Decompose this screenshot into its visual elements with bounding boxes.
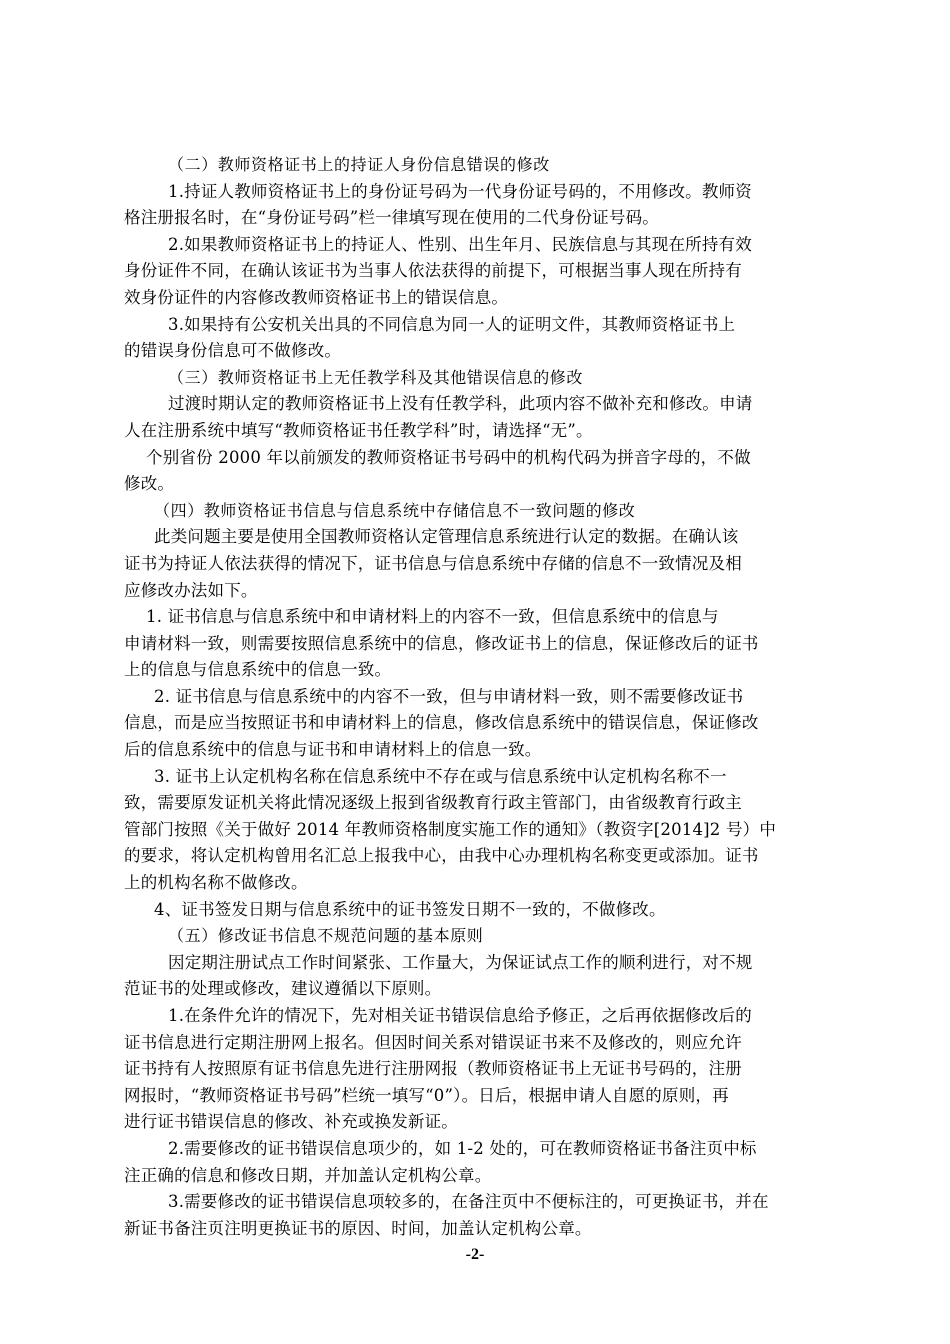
text-line: 3.需要修改的证书错误信息项较多的，在备注页中不便标注的，可更换证书，并在 — [168, 1192, 769, 1212]
text-line: 1.持证人教师资格证书上的身份证号码为一代身份证号码的，不用修改。教师资 — [168, 181, 752, 201]
document-body — [124, 152, 830, 1242]
text-line: 范证书的处理或修改，建议遵循以下原则。 — [124, 979, 442, 999]
text-line: 网报时，“教师资格证书号码”栏统一填写“0”）。日后，根据申请人自愿的原则，再 — [124, 1085, 729, 1105]
text-line: 格注册报名时，在“身份证号码”栏一律填写现在使用的二代身份证号码。 — [124, 208, 659, 228]
text-line: 2.如果教师资格证书上的持证人、性别、出生年月、民族信息与其现在所持有效 — [168, 234, 752, 254]
text-line: 管部门按照《关于做好 2014 年教师资格制度实施工作的通知》（教资字[2014]2 号）中 — [124, 819, 777, 839]
text-line: 的要求，将认定机构曾用名汇总上报我中心，由我中心办理机构名称变更或添加。证书 — [124, 846, 759, 866]
text-line: 4、证书签发日期与信息系统中的证书签发日期不一致的，不做修改。 — [154, 899, 666, 919]
text-line: 证书持有人按照原有证书信息先进行注册网报（教师资格证书上无证书号码的，注册 — [124, 1059, 742, 1079]
text-line: 2. 证书信息与信息系统中的内容不一致，但与申请材料一致，则不需要修改证书 — [154, 686, 744, 706]
text-line: 证书信息进行定期注册网上报名。但因时间关系对错误证书来不及修改的，则应允许 — [124, 1032, 742, 1052]
text-line: 信息，而是应当按照证书和申请材料上的信息，修改信息系统中的错误信息，保证修改 — [124, 713, 759, 733]
text-line: 3. 证书上认定机构名称在信息系统中不存在或与信息系统中认定机构名称不一 — [154, 766, 727, 786]
text-line: 新证书备注页注明更换证书的原因、时间，加盖认定机构公章。 — [124, 1218, 592, 1238]
text-line: 因定期注册试点工作时间紧张、工作量大，为保证试点工作的顺利进行，对不规 — [168, 952, 753, 972]
text-line: 上的机构名称不做修改。 — [124, 873, 308, 893]
text-line: 此类问题主要是使用全国教师资格认定管理信息系统进行认定的数据。在确认该 — [154, 527, 739, 547]
text-line: 效身份证件的内容修改教师资格证书上的错误信息。 — [124, 287, 509, 307]
text-line: 过渡时期认定的教师资格证书上没有任教学科，此项内容不做补充和修改。申请 — [168, 394, 753, 414]
text-line: 注正确的信息和修改日期，并加盖认定机构公章。 — [124, 1165, 492, 1185]
text-line: 2.需要修改的证书错误信息项少的，如 1-2 处的，可在教师资格证书备注页中标 — [168, 1138, 757, 1158]
text-line: 后的信息系统中的信息与证书和申请材料上的信息一致。 — [124, 740, 542, 760]
text-line: 的错误身份信息可不做修改。 — [124, 341, 342, 361]
text-line: 个别省份 2000 年以前颁发的教师资格证书号码中的机构代码为拼音字母的，不做 — [146, 447, 751, 467]
section-heading: （三）教师资格证书上无任教学科及其他错误信息的修改 — [168, 367, 584, 387]
text-line: 人在注册系统中填写“教师资格证书任教学科”时，请选择“无”。 — [124, 420, 593, 440]
section-heading: （五）修改证书信息不规范问题的基本原则 — [168, 926, 484, 946]
text-line: 申请材料一致，则需要按照信息系统中的信息，修改证书上的信息，保证修改后的证书 — [124, 633, 759, 653]
text-line: 证书为持证人依法获得的情况下，证书信息与信息系统中存储的信息不一致情况及相 — [124, 553, 742, 573]
page-number: -2- — [465, 1246, 485, 1263]
text-line: 身份证件不同，在确认该证书为当事人依法获得的前提下，可根据当事人现在所持有 — [124, 261, 742, 281]
text-line: 1.在条件允许的情况下，先对相关证书错误信息给予修正，之后再依据修改后的 — [168, 1006, 752, 1025]
section-heading: （四）教师资格证书信息与信息系统中存储信息不一致问题的修改 — [154, 500, 636, 520]
text-line: 进行证书错误信息的修改、补充或换发新证。 — [124, 1112, 458, 1132]
text-line: 3.如果持有公安机关出具的不同信息为同一人的证明文件，其教师资格证书上 — [168, 314, 736, 334]
text-line: 应修改办法如下。 — [124, 580, 258, 600]
section-heading: （二）教师资格证书上的持证人身份信息错误的修改 — [168, 155, 550, 174]
text-line: 致，需要原发证机关将此情况逐级上报到省级教育行政主管部门，由省级教育行政主 — [124, 793, 742, 813]
text-line: 上的信息与信息系统中的信息一致。 — [124, 660, 392, 680]
text-line: 1. 证书信息与信息系统中和申请材料上的内容不一致，但信息系统中的信息与 — [146, 607, 719, 627]
text-line: 修改。 — [124, 474, 175, 494]
